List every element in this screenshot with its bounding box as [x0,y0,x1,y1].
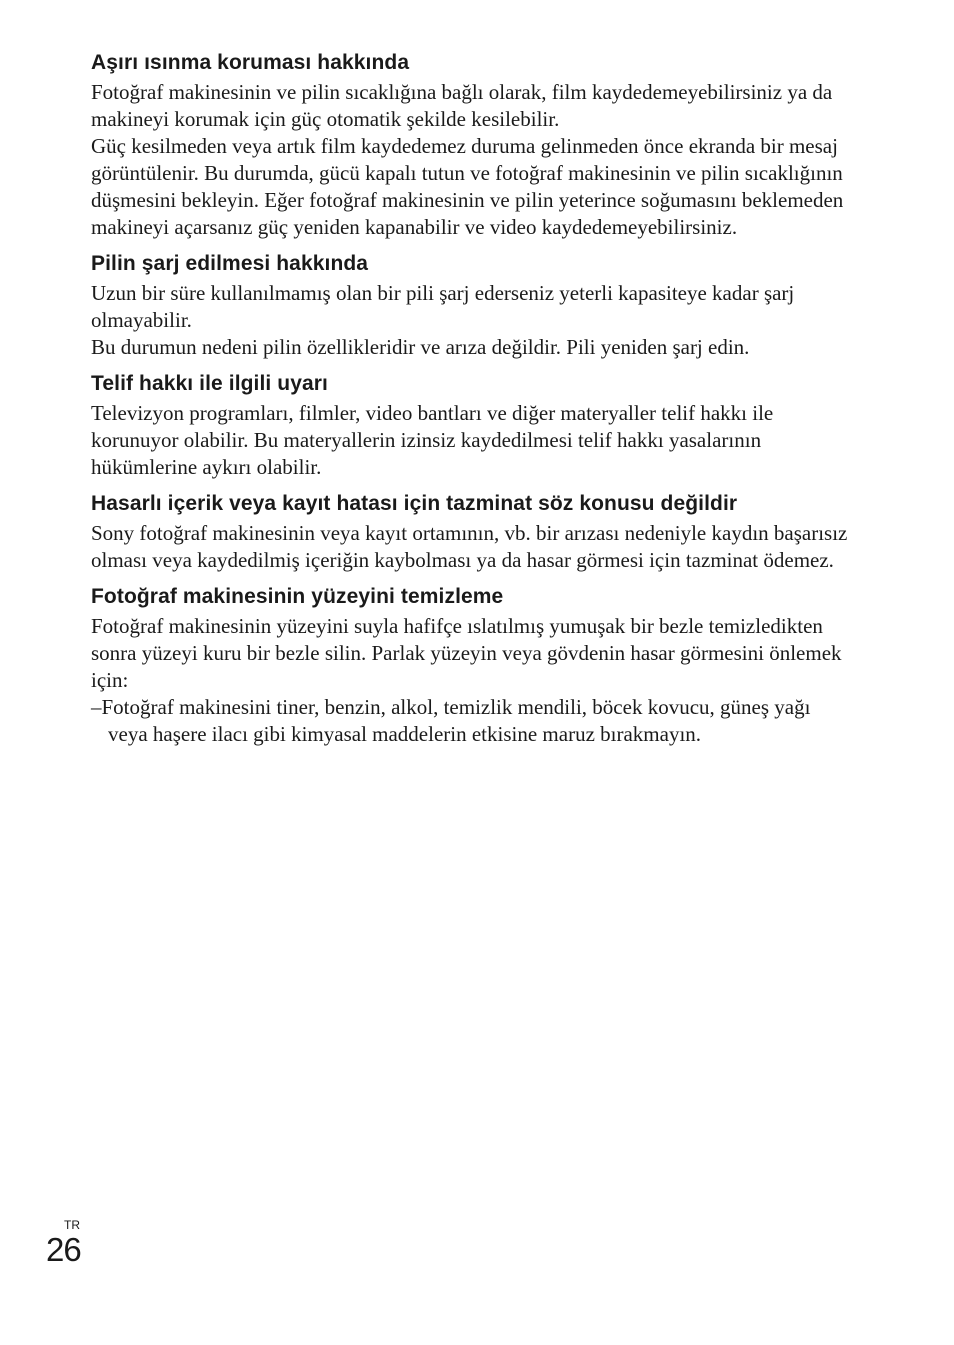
paragraph: Uzun bir süre kullanılmamış olan bir pili şarj ederseniz yeterli kapasiteye kadar şarj olmayabilir. [91,281,795,332]
section-no-compensation [91,490,851,574]
paragraph: Fotoğraf makinesinin yüzeyini suyla hafifçe ıslatılmış yumuşak bir bezle temizledikten sonra yüzeyi kuru bir bezle silin. Parlak yüzeyin veya gövdenin hasar görmesini önlemek için: [91,614,842,692]
language-code: TR [64,1218,80,1232]
paragraph: Televizyon programları, filmler, video bantları ve diğer materyaller telif hakkı ile korunuyor olabilir. Bu materyallerin izinsiz kaydedilmesi telif hakkı yasalarının hükümlerine aykırı olabilir. [91,401,774,479]
section-heading: Fotoğraf makinesinin yüzeyini temizleme [91,585,504,608]
paragraph: Bu durumun nedeni pilin özellikleridir ve arıza değildir. Pili yeniden şarj edin. [91,335,750,359]
document-body [91,49,851,748]
page-number: 26 [46,1231,81,1268]
paragraph: Güç kesilmeden veya artık film kaydedemez duruma gelinmeden önce ekranda bir mesaj görüntülenir. Bu durumda, gücü kapalı tutun ve fotoğraf makinesinin ve pilin sıcaklığının düşmesini bekleyin. Eğer fotoğraf makinesinin ve pilin yeterince soğumasını beklemeden makineyi açarsanız güç yeniden kapanabilir ve video kaydedemeyebilirsiniz. [91,134,844,239]
paragraph: Fotoğraf makinesinin ve pilin sıcaklığına bağlı olarak, film kaydedemeyebilirsiniz ya da makineyi korumak için güç otomatik şekilde kesilebilir. [91,80,833,131]
section-heading: Pilin şarj edilmesi hakkında [91,252,369,275]
paragraph: Sony fotoğraf makinesinin veya kayıt ortamının, vb. bir arızası nedeniyle kaydın başarısız olması veya kaydedilmiş içeriğin kaybolması ya da hasar görmesi için tazminat ödemez. [91,521,848,572]
section-copyright-warning [91,370,851,481]
section-heading: Hasarlı içerik veya kayıt hatası için tazminat söz konusu değildir [91,492,738,515]
section-heading: Aşırı ısınma koruması hakkında [91,51,410,74]
section-battery-charging [91,250,851,361]
section-heading: Telif hakkı ile ilgili uyarı [91,372,328,395]
dash-list-item: –Fotoğraf makinesini tiner, benzin, alkol, temizlik mendili, böcek kovucu, güneş yağı veya haşere ilacı gibi kimyasal maddelerin etkisine maruz bırakmayın. [91,695,811,746]
section-overheat-protection [91,49,851,241]
section-surface-cleaning [91,583,851,748]
